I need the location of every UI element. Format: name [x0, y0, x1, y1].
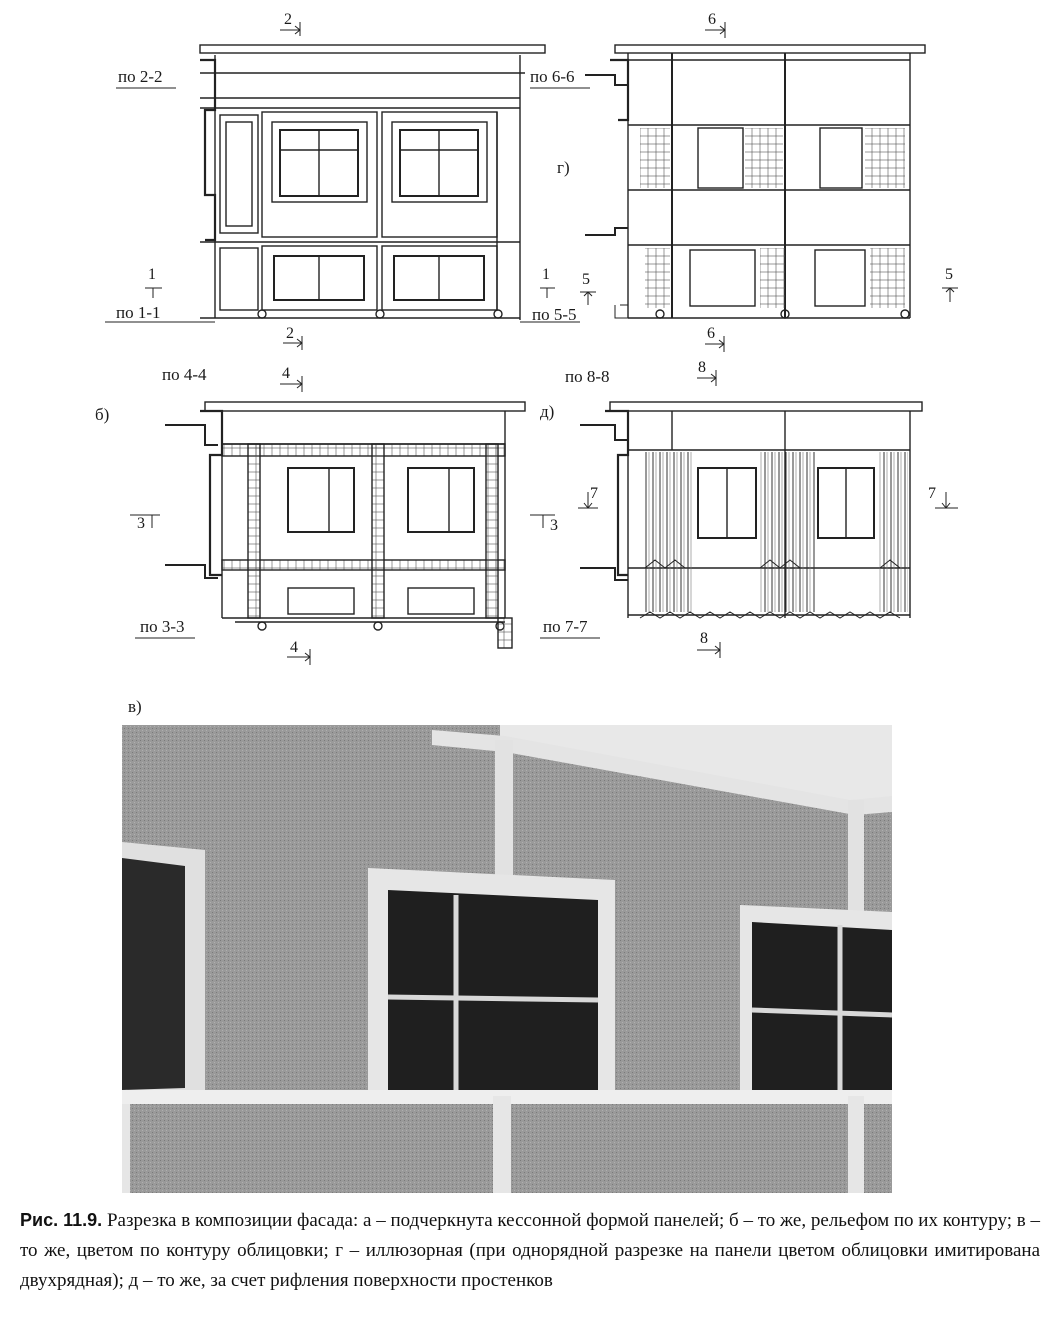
cut-mark-6-top: 6: [708, 11, 716, 28]
figure-caption: [20, 1205, 1040, 1296]
drawing-b: [165, 402, 525, 648]
cut-mark-1-right: 1: [542, 266, 550, 283]
cut-mark-3-left: 3: [137, 515, 145, 532]
label-section-8-8: по 8-8: [565, 367, 610, 386]
drawing-a: [105, 45, 580, 322]
cut-mark-6-bottom: 6: [707, 325, 715, 342]
label-section-6-6: по 6-6: [530, 67, 575, 86]
cut-mark-3-right: 3: [550, 517, 558, 534]
drawing-g: [585, 45, 925, 318]
drawing-d: [580, 402, 922, 618]
cut-mark-2-bottom: 2: [286, 325, 294, 342]
panel-letter-d: д): [540, 402, 555, 421]
cut-mark-5-left: 5: [582, 271, 590, 288]
cut-mark-4-top: 4: [282, 365, 290, 382]
panel-letter-g: г): [557, 158, 570, 177]
panel-letter-v: в): [128, 697, 142, 716]
label-section-2-2: по 2-2: [118, 67, 163, 86]
cut-mark-4-bottom: 4: [290, 639, 298, 656]
cut-mark-8-bottom: 8: [700, 630, 708, 647]
cut-mark-5-right: 5: [945, 266, 953, 283]
cut-mark-7-right: 7: [928, 485, 936, 502]
caption-text: Разрезка в композиции фасада: а – подчеркнута кессонной формой панелей; б – то же, рельефом по их контуру; в – то же, цветом по контуру облицовки; г – иллюзорная (при однорядной разрезке на панели цветом облицовки имитирована двухрядная); д – то же, за счет рифления поверхности простенков: [20, 1210, 1041, 1291]
cut-mark-8-top: 8: [698, 359, 706, 376]
label-section-5-5: по 5-5: [532, 305, 577, 324]
label-section-3-3: по 3-3: [140, 617, 185, 636]
label-section-7-7: по 7-7: [543, 617, 588, 636]
facade-photo: [122, 725, 892, 1193]
cut-mark-1-left: 1: [148, 266, 156, 283]
caption-label: Рис. 11.9.: [20, 1210, 103, 1230]
cut-mark-2-top: 2: [284, 11, 292, 28]
label-section-4-4: по 4-4: [162, 365, 207, 384]
panel-letter-b: б): [95, 405, 110, 424]
label-section-1-1: по 1-1: [116, 303, 161, 322]
cut-mark-7-left: 7: [590, 485, 598, 502]
